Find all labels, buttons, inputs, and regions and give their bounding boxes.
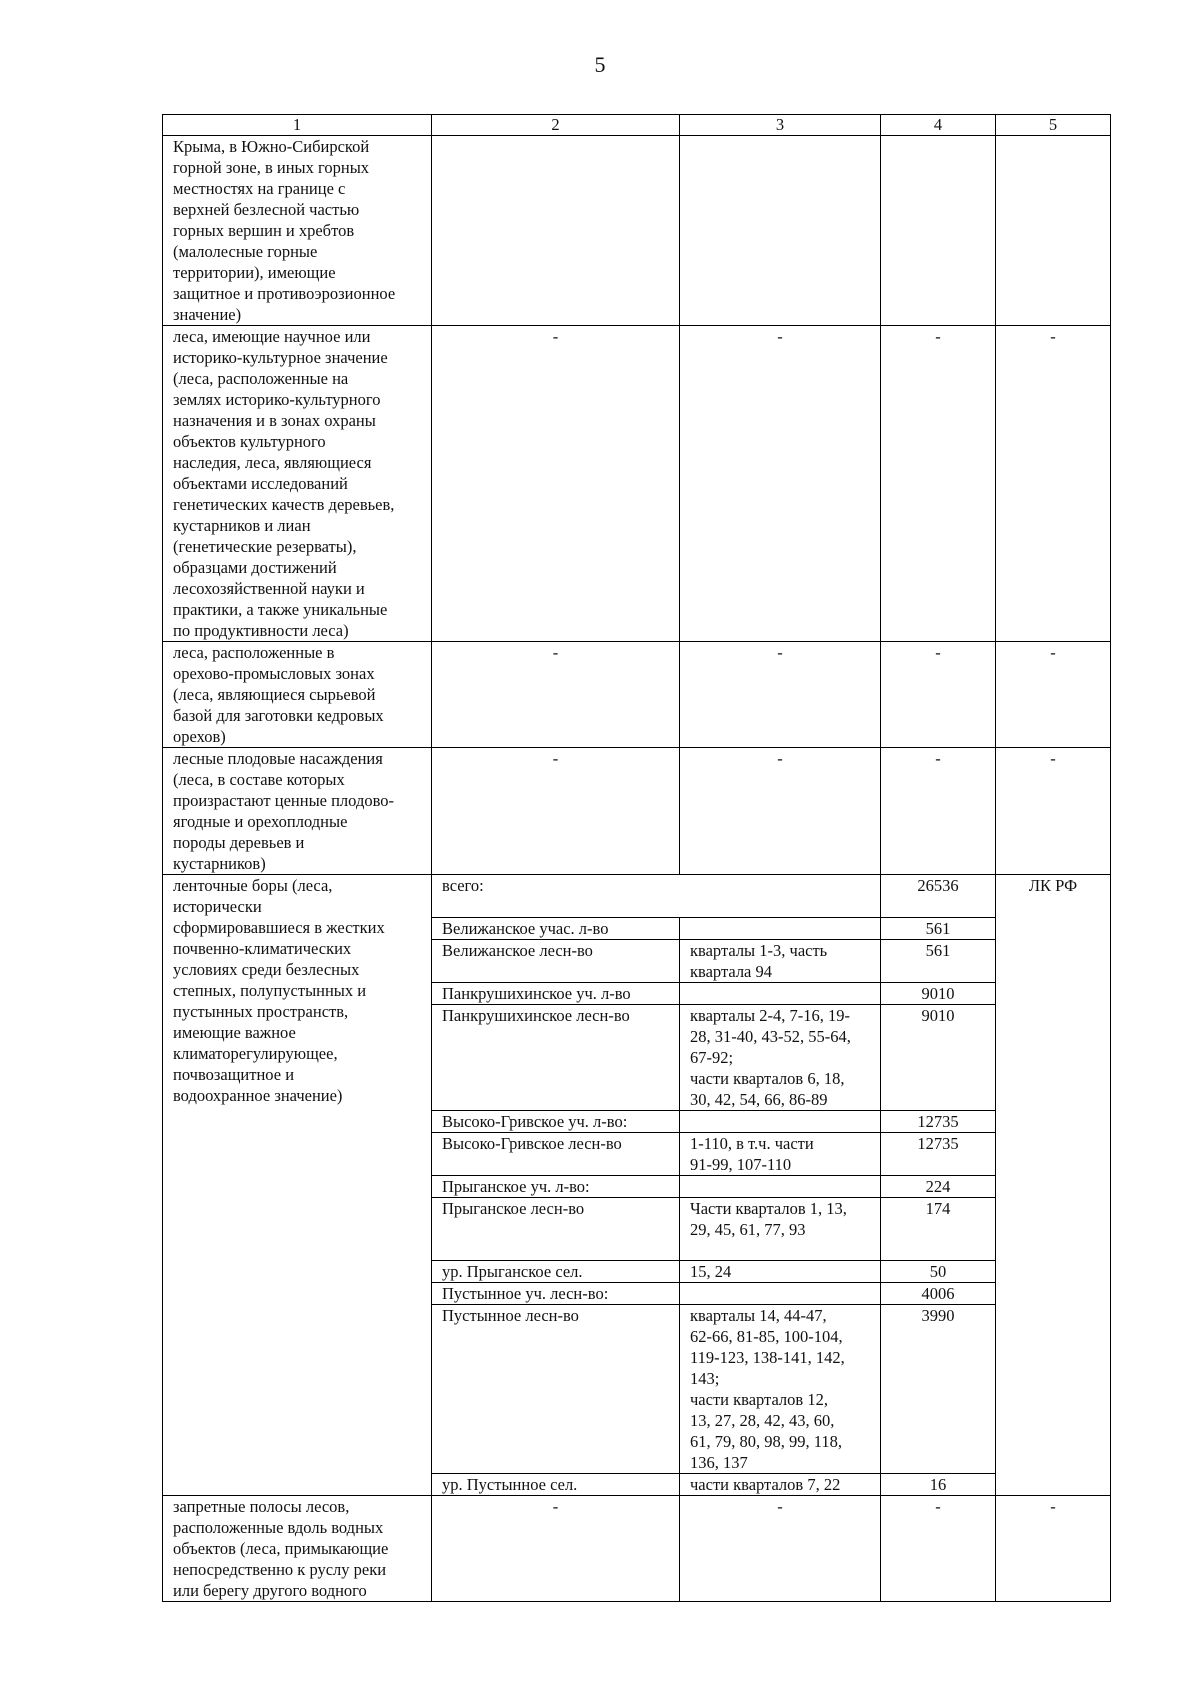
- total-value-cell: 26536: [881, 875, 996, 918]
- quarters-cell: [680, 983, 881, 1005]
- forestry-name-cell: Пустынное уч. лесн-во:: [432, 1283, 680, 1305]
- row-category-cell: ленточные боры (леса, исторически сформировавшиеся в жестких почвенно-климатических условиях среди безлесных степных, полупустынных и пустынных пространств, имеющие важное климаторегулирующее, почвозащитное и водоохранное значение): [163, 875, 432, 1496]
- dash-cell: -: [680, 1496, 881, 1602]
- quarters-cell: части кварталов 7, 22: [680, 1474, 881, 1496]
- table-row: [163, 642, 1111, 748]
- dash-cell: -: [881, 1496, 996, 1602]
- dash-cell: -: [680, 642, 881, 748]
- area-cell: 50: [881, 1261, 996, 1283]
- table-row: [163, 748, 1111, 875]
- quarters-cell: Части кварталов 1, 13, 29, 45, 61, 77, 93: [680, 1198, 881, 1261]
- dash-cell: -: [680, 748, 881, 875]
- empty-cell: [996, 136, 1111, 326]
- dash-cell: -: [881, 748, 996, 875]
- empty-cell: [432, 136, 680, 326]
- table-row: [163, 1496, 1111, 1602]
- forestry-name-cell: Пустынное лесн-во: [432, 1305, 680, 1474]
- forestry-name-cell: Высоко-Гривское лесн-во: [432, 1133, 680, 1176]
- dash-cell: -: [996, 642, 1111, 748]
- forestry-name-cell: Панкрушихинское уч. л-во: [432, 983, 680, 1005]
- row-category-cell: запретные полосы лесов, расположенные вдоль водных объектов (леса, примыкающие непосредственно к руслу реки или берегу другого водного: [163, 1496, 432, 1602]
- quarters-cell: [680, 1176, 881, 1198]
- quarters-cell: кварталы 1-3, часть квартала 94: [680, 940, 881, 983]
- forestry-name-cell: Велижанское учас. л-во: [432, 918, 680, 940]
- header-col-2: 2: [432, 115, 680, 136]
- area-cell: 16: [881, 1474, 996, 1496]
- header-col-1: 1: [163, 115, 432, 136]
- forestry-name-cell: Прыганское лесн-во: [432, 1198, 680, 1261]
- forestry-name-cell: Прыганское уч. л-во:: [432, 1176, 680, 1198]
- forest-table: [162, 114, 1111, 1602]
- row-category-cell: леса, имеющие научное или историко-культурное значение (леса, расположенные на землях историко-культурного назначения и в зонах охраны объектов культурного наследия, леса, являющиеся объектами исследований генетических качеств деревьев, кустарников и лиан (генетические резерваты), образцами достижений лесохозяйственной науки и практики, а также уникальные по продуктивности леса): [163, 326, 432, 642]
- header-col-3: 3: [680, 115, 881, 136]
- area-cell: 224: [881, 1176, 996, 1198]
- dash-cell: -: [432, 642, 680, 748]
- dash-cell: -: [996, 1496, 1111, 1602]
- table-row: [163, 875, 1111, 918]
- forestry-name-cell: Велижанское лесн-во: [432, 940, 680, 983]
- area-cell: 561: [881, 918, 996, 940]
- area-cell: 3990: [881, 1305, 996, 1474]
- total-label-cell: всего:: [432, 875, 881, 918]
- dash-cell: -: [680, 326, 881, 642]
- dash-cell: -: [996, 326, 1111, 642]
- quarters-cell: кварталы 14, 44-47, 62-66, 81-85, 100-104, 119-123, 138-141, 142, 143; части кварталов 12, 13, 27, 28, 42, 43, 60, 61, 79, 80, 98, 99, 118, 136, 137: [680, 1305, 881, 1474]
- legal-basis-cell: ЛК РФ: [996, 875, 1111, 1496]
- area-cell: 12735: [881, 1111, 996, 1133]
- forestry-name-cell: Высоко-Гривское уч. л-во:: [432, 1111, 680, 1133]
- row-category-cell: лесные плодовые насаждения (леса, в составе которых произрастают ценные плодово- ягодные и орехоплодные породы деревьев и кустарников): [163, 748, 432, 875]
- forestry-name-cell: ур. Прыганское сел.: [432, 1261, 680, 1283]
- quarters-cell: [680, 918, 881, 940]
- row-category-cell: леса, расположенные в орехово-промысловых зонах (леса, являющиеся сырьевой базой для заготовки кедровых орехов): [163, 642, 432, 748]
- area-cell: 12735: [881, 1133, 996, 1176]
- table-row: [163, 136, 1111, 326]
- area-cell: 9010: [881, 1005, 996, 1111]
- dash-cell: -: [881, 642, 996, 748]
- quarters-cell: кварталы 2-4, 7-16, 19- 28, 31-40, 43-52, 55-64, 67-92; части кварталов 6, 18, 30, 42, 54, 66, 86-89: [680, 1005, 881, 1111]
- page-number: 5: [594, 52, 606, 77]
- forestry-name-cell: ур. Пустынное сел.: [432, 1474, 680, 1496]
- header-col-4: 4: [881, 115, 996, 136]
- dash-cell: -: [996, 748, 1111, 875]
- empty-cell: [680, 136, 881, 326]
- area-cell: 561: [881, 940, 996, 983]
- table-header-row: [163, 115, 1111, 136]
- dash-cell: -: [881, 326, 996, 642]
- dash-cell: -: [432, 748, 680, 875]
- dash-cell: -: [432, 1496, 680, 1602]
- quarters-cell: [680, 1283, 881, 1305]
- header-col-5: 5: [996, 115, 1111, 136]
- quarters-cell: 1-110, в т.ч. части 91-99, 107-110: [680, 1133, 881, 1176]
- quarters-cell: 15, 24: [680, 1261, 881, 1283]
- empty-cell: [881, 136, 996, 326]
- table-row: [163, 326, 1111, 642]
- area-cell: 4006: [881, 1283, 996, 1305]
- dash-cell: -: [432, 326, 680, 642]
- area-cell: 9010: [881, 983, 996, 1005]
- forestry-name-cell: Панкрушихинское лесн-во: [432, 1005, 680, 1111]
- row-category-cell: Крыма, в Южно-Сибирской горной зоне, в иных горных местностях на границе с верхней безлесной частью горных вершин и хребтов (малолесные горные территории), имеющие защитное и противоэрозионное значение): [163, 136, 432, 326]
- area-cell: 174: [881, 1198, 996, 1261]
- quarters-cell: [680, 1111, 881, 1133]
